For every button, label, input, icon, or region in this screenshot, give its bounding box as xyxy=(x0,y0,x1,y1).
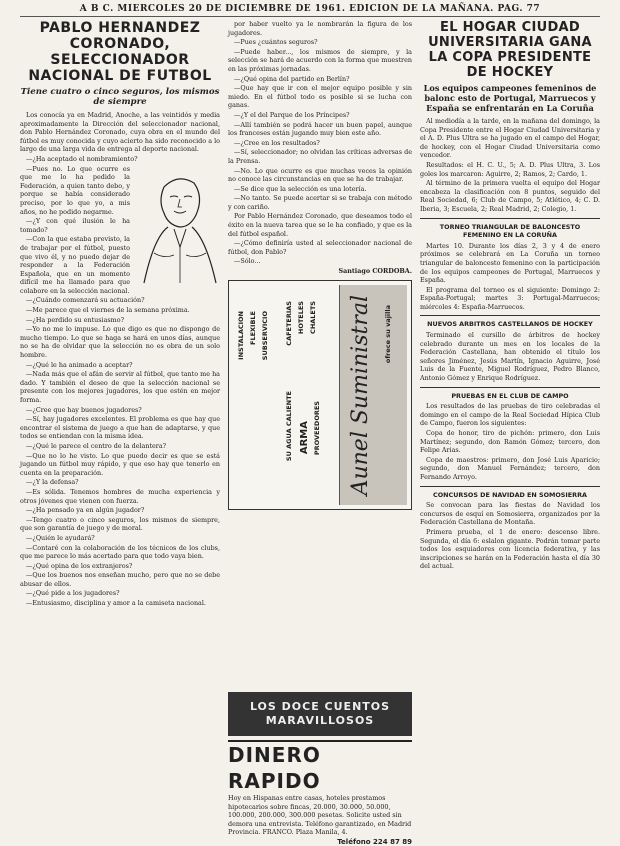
ad2-line: MARAVILLOSOS xyxy=(265,714,375,727)
article1-continued-paragraph: —Allí también se podrá hacer un buen papel, aunque los franceses están jugando muy bien este año. xyxy=(228,120,412,138)
article1-paragraph: —¿Qué opina de los extranjeros? xyxy=(26,561,133,570)
divider xyxy=(420,387,600,388)
advertisement-stories xyxy=(228,692,412,736)
article1-paragraph: —¿Y con qué ilusión le ha tomado? xyxy=(20,217,130,234)
article1-paragraph: —¿Ha perdido su entusiasmo? xyxy=(26,315,125,324)
article1-paragraph: —¿Qué le parece el centro de la delantera? xyxy=(26,441,167,450)
article1-continued-paragraph: —Se dice que la selección es una lotería. xyxy=(234,184,367,193)
torneo-paragraph: El programa del torneo es el siguiente: Domingo 2: España-Portugal; martes 3: Portugal-Marruecos; miércoles 4: España-Marruecos. xyxy=(420,285,600,311)
article1-continued-paragraph: —Sí, seleccionador; no olvidan las críticas adversas de la Prensa. xyxy=(228,148,412,165)
section-heading: PRUEBAS EN EL CLUB DE CAMPO xyxy=(451,391,569,400)
pruebas-paragraph: Copa de maestros: primero, don José Luis Aparicio; segundo, don Manuel Fernández; tercero, don Fernando Arroyo. xyxy=(420,455,600,481)
article1-paragraph: —¿Quién le ayudará? xyxy=(26,533,95,542)
article1-paragraph: —Que los buenos nos enseñan mucho, pero que no se debe abusar de ellos. xyxy=(20,571,220,588)
arbitros-paragraph: Terminado el cursillo de árbitros de hockey celebrado durante un mes en los locales de la Federación Castellana, han obtenido el título los señores Jiménez, Jesús Martín, Ignacio Aguirre, José Luis de la Fuente, Miguel Rodríguez, Pedro Blanco, Antonio Gómez y Enrique Rodríguez. xyxy=(420,331,600,383)
article1-paragraph: —Tengo cuatro o cinco seguros, los mismos de siempre, que son garantía de juego y de moral. xyxy=(20,515,220,533)
article1-paragraph: —Es sólida. Tenemos hombres de mucha experiencia y otros jóvenes que vienen con fuerza. xyxy=(20,487,220,505)
ad3-phone: Teléfono 224 87 89 xyxy=(337,837,412,846)
article1-paragraph: —Que no lo he visto. Lo que puedo decir es que se está jugando un fútbol muy rápido, y que eso hay que tenerlo en cuenta en la preparación. xyxy=(20,451,220,477)
section-heading: TORNEO TRIANGULAR DE BALONCESTO FEMENINO EN LA CORUÑA xyxy=(439,222,581,240)
advertisement-loans xyxy=(228,740,412,846)
article1-continued-paragraph: Por Pablo Hernández Coronado, que deseamos todo el éxito en la nueva tarea que se le ha confiado, y que es la del fútbol español. xyxy=(228,212,412,238)
article1-continued-paragraph: —¿Qué opina del partido en Berlín? xyxy=(234,74,350,83)
ad1-line: CAFETERIAS xyxy=(285,301,293,346)
concursos-paragraph: Se convocan para las fiestas de Navidad los concursos de esquí en Somosierra, organizados por la Federación Castellana de Montaña. xyxy=(420,501,600,527)
article1-subhead: Tiene cuatro o cinco seguros, los mismos de siempre xyxy=(20,87,220,107)
column-1 xyxy=(20,20,220,830)
ad1-brand-line: ofrece su vajilla xyxy=(384,305,392,364)
page-header: A B C. MIERCOLES 20 DE DICIEMBRE DE 1961. EDICION DE LA MAÑANA. PAG. 77 xyxy=(20,4,600,17)
article1-continued-paragraph: —No tanto. Se puede acertar si se trabaja con método y con cariño. xyxy=(228,194,412,211)
ad1-middle-line: PROVEEDORES xyxy=(313,401,321,456)
ad1-line: INSTALACION xyxy=(237,311,245,360)
article1-continued-paragraph: por haber vuelto ya le nombrarán la figura de los jugadores. xyxy=(228,20,412,37)
article1-paragraph: —¿Ha pensado ya en algún jugador? xyxy=(26,506,145,515)
article1-paragraph: —Nada más que el afán de servir al fútbol, que tanto me ha dado. Y también el deseo de que la selección nacional se presente con los mejores jugadores, los que estén en mejor forma. xyxy=(20,370,220,404)
ad1-line: SUBSERVICIO xyxy=(261,311,269,361)
torneo-paragraph: Martes 10. Durante los días 2, 3 y 4 de enero próximos se celebrará en La Coruña un torneo triangular de baloncesto femenino con la participación de los equipos campeones de Portugal, Marruecos y España. xyxy=(420,241,600,285)
ad1-script-text: Aunel Suministral xyxy=(348,295,373,496)
article1-continued-paragraph: —Que hay que ir con el mejor equipo posible y sin miedo. En el fútbol todo es posible si se lucha con ganas. xyxy=(228,84,412,110)
article1-continued-paragraph: —No. Lo que ocurre es que muchas veces la opinión no conoce las circunstancias en que se ha de trabajar. xyxy=(228,166,412,184)
article1-paragraph: —¿Ha aceptado el nombramiento? xyxy=(26,154,138,163)
article1-paragraph: —Pues no. Lo que ocurre es que me lo ha pedido la Federación, a quien tanto debo, y porque se había considerado preciso, por lo que yo, a mis años, no he podido negarme. xyxy=(20,164,130,216)
ad2-line: LOS DOCE CUENTOS xyxy=(249,700,391,713)
portrait-drawing xyxy=(134,167,220,285)
article1-continued-paragraph: —Sólo... xyxy=(234,257,261,266)
column-2 xyxy=(228,20,412,276)
article3-paragraph: Al término de la primera vuelta el equipo del Hogar encabeza la clasificación con 8 puntos, seguido del Real Sociedad, 6; Club de Campo, 5; Atlético, 4; C. D. Iberia, 3; Escuela, 2; Real Madrid, 2; Colegio, 1. xyxy=(420,179,600,213)
column-3 xyxy=(420,20,600,830)
ad1-middle-line: ARMA xyxy=(299,421,310,455)
article1-paragraph: —Me parece que el viernes de la semana próxima. xyxy=(26,306,190,315)
article1-paragraph: —Sí, hay jugadores excelentes. El problema es que hay que encontrar el sistema de juego a que han de adaptarse, y que todos se entiendan con la misma idea. xyxy=(20,415,220,441)
article1-continued-paragraph: —¿Cómo definiría usted al seleccionador nacional de fútbol, don Pablo? xyxy=(228,239,412,256)
concursos-paragraph: Primera prueba, el 1 de enero: descenso libre. Segunda, el día 6: eslalon gigante. Podrán tomar parte todos los esquiadores con licencia federativa, y las inscripciones se harán en la Federación hasta el día 30 del actual. xyxy=(420,527,600,571)
divider xyxy=(420,486,600,487)
article1-paragraph: —Yo no me lo impuse. Lo que digo es que no dispongo de mucho tiempo. Lo que se haga se hará en unos días, aunque no se ha de olvidar que la selección no es obra de un solo hombre. xyxy=(20,325,220,360)
article3-subhead: Los equipos campeones femeninos de balonc esto de Portugal, Marruecos y España se enfrentarán en La Coruña xyxy=(423,83,597,113)
article1-paragraph: —Contaré con la colaboración de los técnicos de los clubs, que me parece lo más acertado para que todo vaya bien. xyxy=(20,543,220,561)
ad3-title: DINERO RAPIDO xyxy=(228,743,321,793)
article3-headline: EL HOGAR CIUDAD UNIVERSITARIA GANA LA COPA PRESIDENTE DE HOCKEY xyxy=(428,20,592,80)
article1-headline: PABLO HERNANDEZ CORONADO, SELECCIONADOR NACIONAL DE FUTBOL xyxy=(28,20,212,84)
article1-paragraph: Los conocía ya en Madrid, Anoche, a las veintidós y media aproximadamente la Dirección del seleccionador nacional, don Pablo Hernández Coronado, cuya obra en el mundo del fútbol es muy conocida y cuyo acierto ha sido reconocido a lo largo de una larga vida de entrega al deporte nacional. xyxy=(20,111,220,154)
divider xyxy=(420,218,600,219)
article1-continued-paragraph: —Pues ¿cuántos seguros? xyxy=(234,38,318,47)
section-heading: NUEVOS ARBITROS CASTELLANOS DE HOCKEY xyxy=(427,320,593,329)
article1-continued-paragraph: —Puede haber..., los mismos de siempre, y la selección se hará de acuerdo con la forma que muestren en las próximas jornadas. xyxy=(228,47,412,73)
article1-continued-paragraph: —¿Y el del Parque de los Príncipes? xyxy=(234,110,350,119)
ad3-body: Hoy en Hispanas entre casas, hoteles prestamos hipotecarios sobre fincas, 20.000, 30.000, 50.000, 100.000, 200.000, 300.000 pesetas. Solicite usted sin demora una entrevista. Teléfono garantizado, en Madrid Provincia. FRANCO. Plaza Manila, 4. xyxy=(228,794,412,837)
pruebas-paragraph: Los resultados de las pruebas de tiro celebradas el domingo en el campo de la Real Sociedad Hípica Club de Campo, fueron los siguientes: xyxy=(420,402,600,428)
article1-continued-paragraph: —¿Cree en los resultados? xyxy=(234,138,320,147)
advertisement-supply xyxy=(228,280,412,510)
article1-paragraph: —¿Cuándo comenzará su actuación? xyxy=(26,296,145,305)
article1-paragraph: —¿Qué pide a los jugadores? xyxy=(26,589,120,598)
article3-paragraph: Resultados: el H. C. U., 5; A. D. Plus Ultra, 3. Los goles los marcaron: Aguirre, 2; Ramos, 2; Cardo, 1. xyxy=(420,160,600,178)
pruebas-paragraph: Copa de honor, tiro de pichón: primero, don Luis Martínez; segundo, don Ramón Gómez; tercero, don Felipe Arias. xyxy=(420,429,600,455)
article1-paragraph: —¿Cree que hay buenos jugadores? xyxy=(26,405,142,414)
section-heading: CONCURSOS DE NAVIDAD EN SOMOSIERRA xyxy=(433,490,587,499)
article3-paragraph: Al mediodía a la tarde, en la mañana del domingo, la Copa Presidente entre el Hogar Ciudad Universitaria y el A. D. Plus Ultra se ha jugado en el campo del Hogar, de hockey, con el Hogar Ciudad Universitaria como vencedor. xyxy=(420,117,600,160)
ad1-panel xyxy=(339,285,407,505)
article1-paragraph: —¿Qué le ha animado a aceptar? xyxy=(26,360,133,369)
article1-paragraph: —Con la que estaba previsto, la de trabajar por el fútbol, puesto que vivo él, y no puedo dejar de responder a la Federación Española, que en un momento difícil me ha llamado para que colabore en la selección nacional. xyxy=(20,235,130,295)
article1-signature: Santiago CORDOBA. xyxy=(338,267,412,276)
article1-paragraph: —¿Y la defensa? xyxy=(26,478,79,487)
ad1-middle-line: SU AGUA CALIENTE xyxy=(285,391,293,462)
ad1-line: HOTELES xyxy=(297,301,305,335)
divider xyxy=(420,315,600,316)
article1-paragraph: —Entusiasmo, disciplina y amor a la camiseta nacional. xyxy=(26,599,206,608)
ad1-line: FLEXIBLE xyxy=(249,311,257,345)
ad1-line: CHALETS xyxy=(309,301,317,334)
